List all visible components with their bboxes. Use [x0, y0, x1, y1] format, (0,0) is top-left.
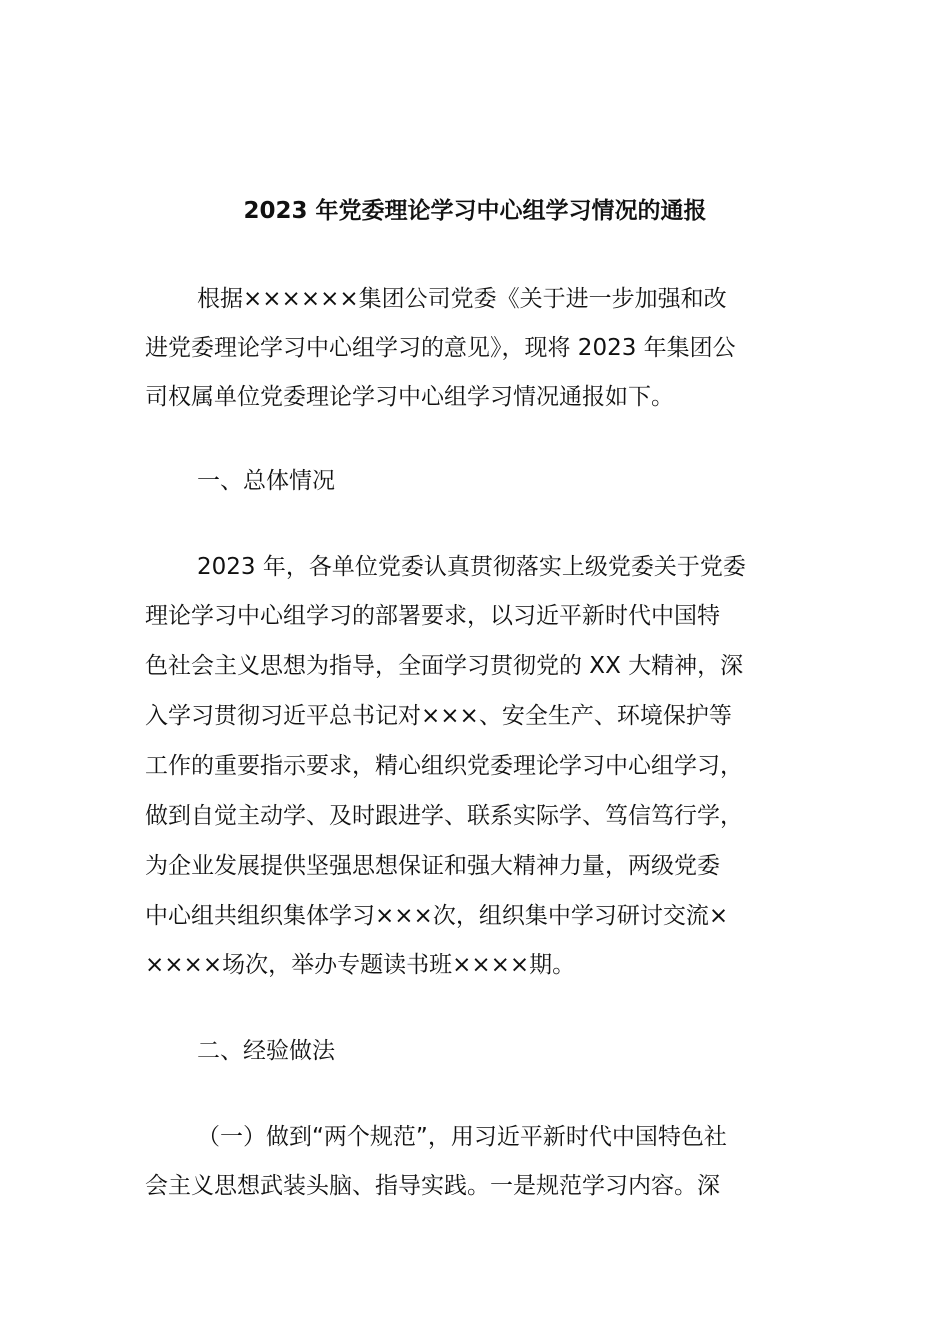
- section-1-line-2: 理论学习中心组学习的部署要求，以习近平新时代中国特: [145, 603, 720, 629]
- section-2-line-2: 会主义思想武装头脑、指导实践。一是规范学习内容。深: [145, 1173, 720, 1199]
- section-1-line-6: 做到自觉主动学、及时跟进学、联系实际学、笃信笃行学，: [145, 803, 743, 829]
- intro-line-3: 司权属单位党委理论学习中心组学习情况通报如下。: [145, 384, 674, 410]
- section-1-line-7: 为企业发展提供坚强思想保证和强大精神力量，两级党委: [145, 853, 720, 879]
- section-2-line-1: （一）做到“两个规范”，用习近平新时代中国特色社: [197, 1124, 727, 1150]
- section-1-line-3: 色社会主义思想为指导，全面学习贯彻党的 XX 大精神，深: [145, 653, 744, 679]
- section-1-line-8: 中心组共组织集体学习×××次，组织集中学习研讨交流×: [145, 903, 729, 929]
- section-1-line-9: ××××场次，举办专题读书班××××期。: [145, 952, 576, 978]
- document-title: 2023 年党委理论学习中心组学习情况的通报: [243, 198, 707, 224]
- section-1-line-1: 2023 年，各单位党委认真贯彻落实上级党委关于党委: [197, 554, 746, 580]
- section-1-heading: 一、总体情况: [197, 468, 335, 494]
- section-2-heading: 二、经验做法: [197, 1038, 335, 1064]
- intro-line-2: 进党委理论学习中心组学习的意见》，现将 2023 年集团公: [145, 335, 736, 361]
- section-1-line-5: 工作的重要指示要求，精心组织党委理论学习中心组学习，: [145, 753, 743, 779]
- section-1-line-4: 入学习贯彻习近平总书记对×××、安全生产、环境保护等: [145, 703, 732, 729]
- intro-line-1: 根据××××××集团公司党委《关于进一步加强和改: [197, 286, 727, 312]
